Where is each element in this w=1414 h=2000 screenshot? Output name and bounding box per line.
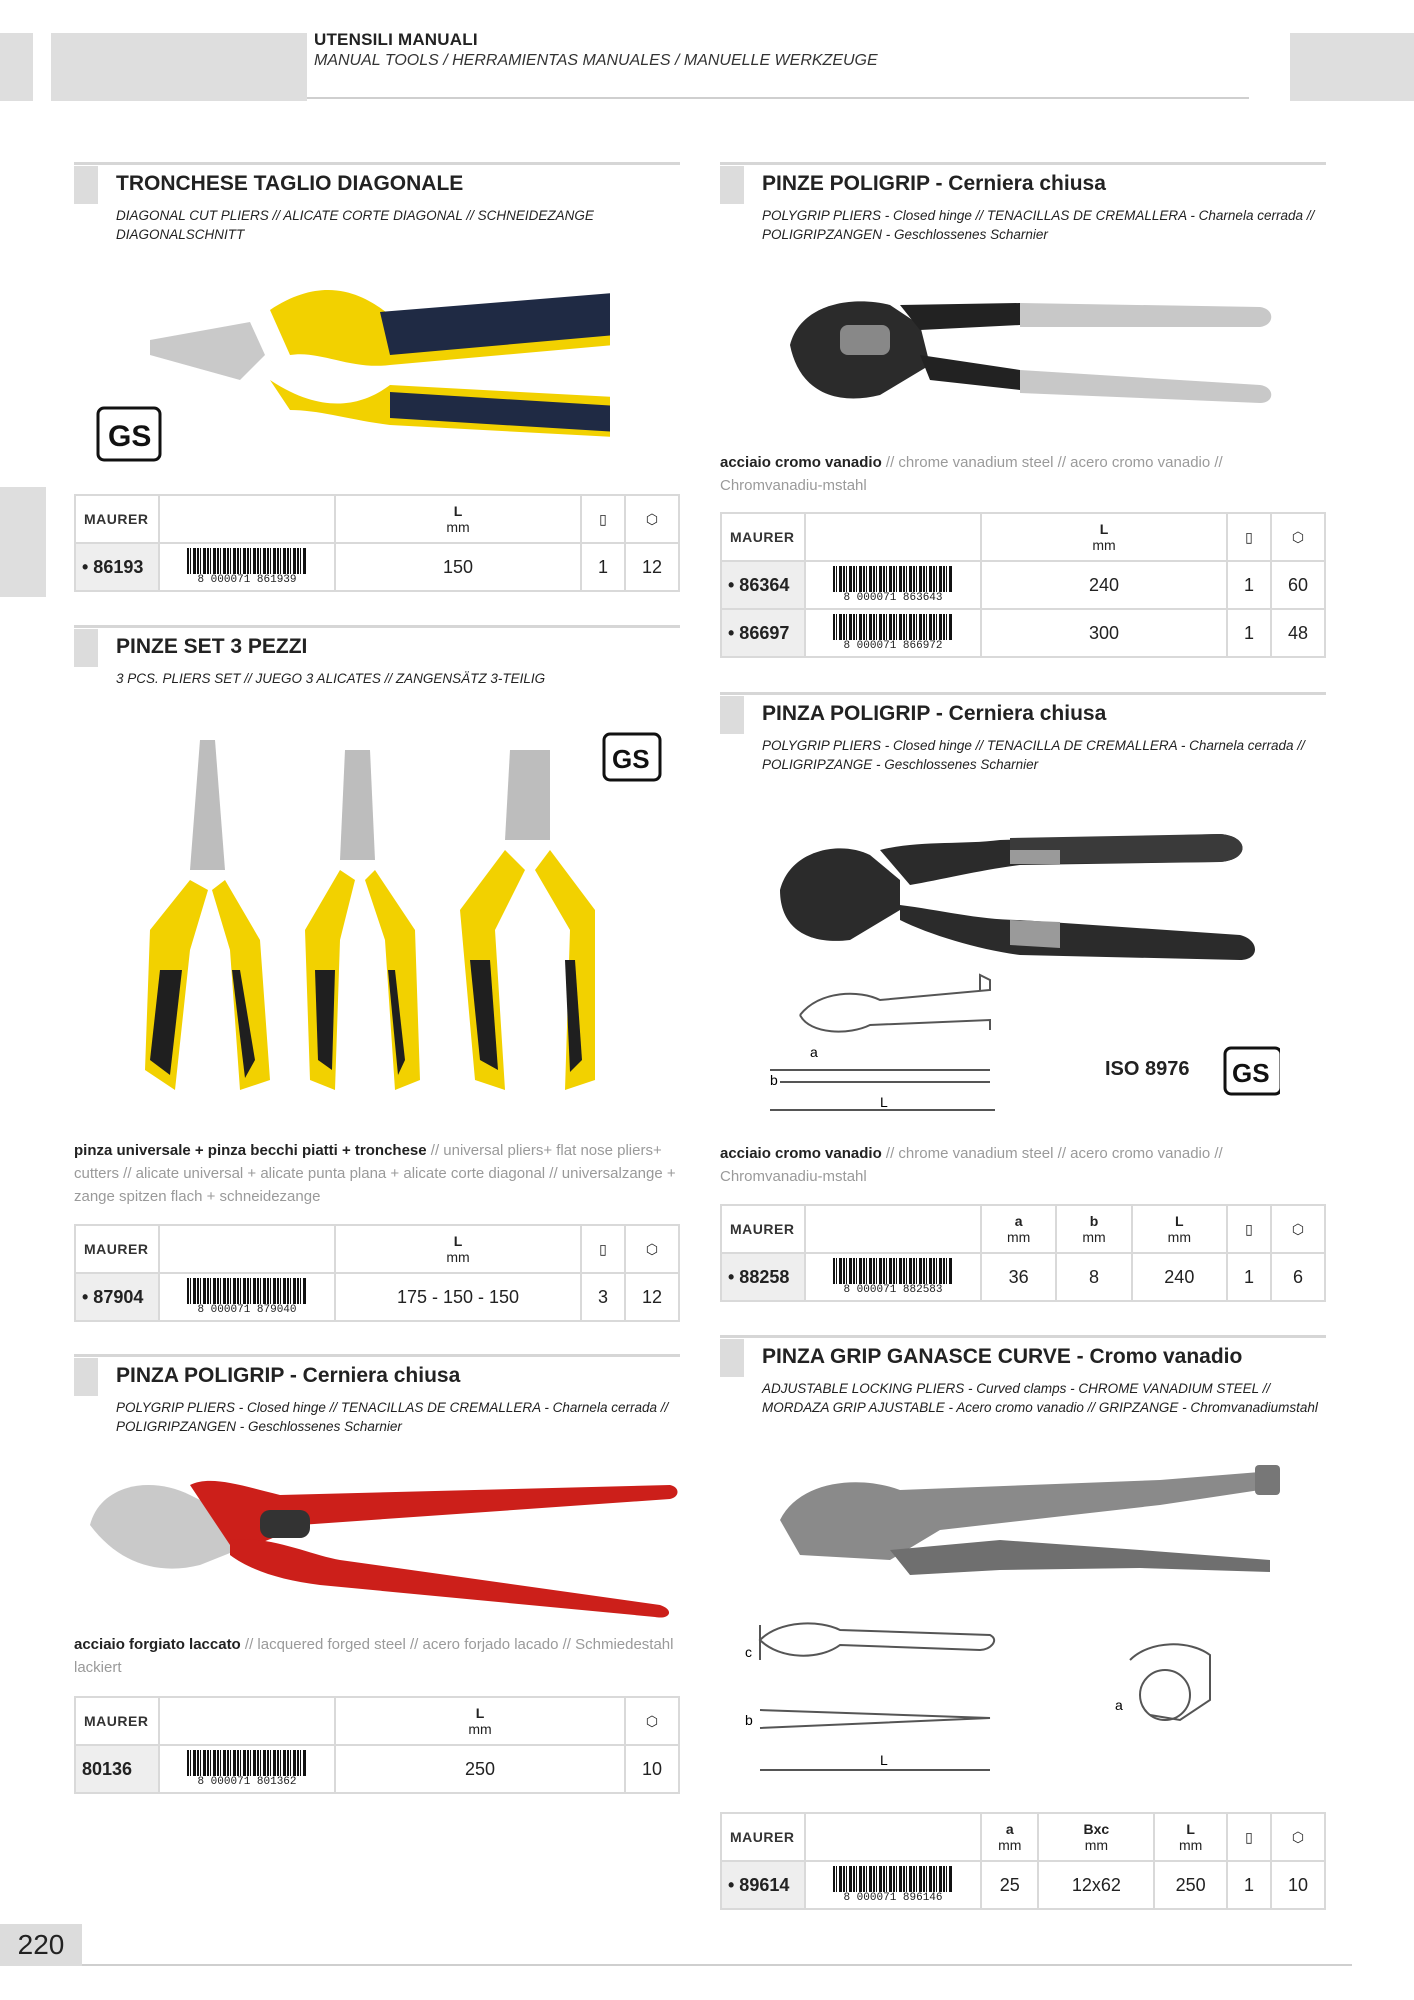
product-section xyxy=(74,1354,680,1444)
product-title: PINZA POLIGRIP - Cerniera chiusa xyxy=(762,702,1107,725)
svg-text:L: L xyxy=(880,1752,888,1768)
table-row xyxy=(721,1253,1325,1301)
col-unit: mm xyxy=(446,1249,470,1265)
col-l: L xyxy=(453,1233,463,1249)
col-a: a xyxy=(1005,1821,1014,1837)
iso-label: ISO 8976 xyxy=(1105,1058,1190,1080)
product-table: MAURER a mm b mm L mm ▯ ⬡ • 88258 8 000071 882583 36 8 240 1 6 xyxy=(720,1204,1326,1302)
svg-text:GS: GS xyxy=(612,744,650,774)
table-row xyxy=(721,1861,1325,1909)
brand-logo: MAURER xyxy=(75,1225,159,1273)
product-table xyxy=(74,1696,680,1794)
product-table xyxy=(74,1224,680,1322)
gs-icon xyxy=(98,408,160,460)
length-value: 240 xyxy=(981,561,1227,609)
length-value: 150 xyxy=(335,543,581,591)
product-section xyxy=(720,692,1326,782)
table-row xyxy=(721,609,1325,657)
material-note: pinza universale + pinza becchi piatti + tronchese // universal pliers+ flat nose pliers+ cutters // alicate universal + alicate punta plana + alicate corte diagonal // universalzange + zange spitzen flach + schneidezange xyxy=(74,1142,676,1205)
brand-logo: MAURER xyxy=(721,513,805,561)
svg-text:b: b xyxy=(770,1072,778,1088)
col-unit: mm xyxy=(468,1721,492,1737)
barcode: 8 000071 896146 xyxy=(806,1866,980,1904)
svg-text:GS: GS xyxy=(108,420,152,453)
product-description: POLYGRIP PLIERS - Closed hinge // TENACILLA DE CREMALLERA - Charnela cerrada // POLIGRIPZANGE - Geschlossenes Scharnier xyxy=(762,738,1305,772)
svg-text:GS: GS xyxy=(1232,1058,1270,1088)
table-row xyxy=(75,543,679,591)
pack-value: 1 xyxy=(1227,609,1271,657)
product-code: • 87904 xyxy=(75,1273,159,1321)
gs-icon xyxy=(1225,1048,1280,1094)
brand-logo: MAURER xyxy=(721,1205,805,1253)
product-code: • 89614 xyxy=(721,1861,805,1909)
col-a: a xyxy=(1014,1213,1023,1229)
product-code: • 86364 xyxy=(721,561,805,609)
product-description: 3 PCS. PLIERS SET // JUEGO 3 ALICATES // ZANGENSÄTZ 3-TEILIG xyxy=(116,671,546,686)
svg-text:b: b xyxy=(745,1712,753,1728)
box-value: 10 xyxy=(625,1745,679,1793)
polygrip-image xyxy=(760,820,1280,1130)
table-row xyxy=(721,561,1325,609)
brand-logo: MAURER xyxy=(75,495,159,543)
box-value: 12 xyxy=(625,1273,679,1321)
barcode: 8 000071 801362 xyxy=(160,1750,334,1788)
svg-text:L: L xyxy=(880,1094,888,1110)
b-value: 8 xyxy=(1056,1253,1131,1301)
gs-icon xyxy=(604,734,660,780)
pack-icon: ▯ xyxy=(1227,1813,1271,1861)
pack-value: 1 xyxy=(1227,1861,1271,1909)
product-section xyxy=(74,625,680,705)
pack-icon: ▯ xyxy=(1227,1205,1271,1253)
product-table xyxy=(720,512,1326,658)
product-code: • 88258 xyxy=(721,1253,805,1301)
length-value: 240 xyxy=(1132,1253,1227,1301)
box-icon: ⬡ xyxy=(1271,513,1325,561)
pack-value: 3 xyxy=(581,1273,625,1321)
product-code: • 86193 xyxy=(75,543,159,591)
product-code: 80136 xyxy=(75,1745,159,1793)
length-value: 300 xyxy=(981,609,1227,657)
box-value: 6 xyxy=(1271,1253,1325,1301)
product-title: PINZA POLIGRIP - Cerniera chiusa xyxy=(116,1364,461,1387)
box-value: 60 xyxy=(1271,561,1325,609)
box-icon: ⬡ xyxy=(1271,1205,1325,1253)
pack-icon: ▯ xyxy=(581,495,625,543)
polygrip-image xyxy=(780,285,1280,415)
header-title: UTENSILI MANUALI xyxy=(314,30,478,49)
locking-pliers-image xyxy=(740,1460,1300,1790)
footer-rule xyxy=(82,1964,1352,1966)
col-l: L xyxy=(1099,521,1109,537)
col-unit: mm xyxy=(446,519,470,535)
a-value: 25 xyxy=(981,1861,1038,1909)
brand-logo: MAURER xyxy=(75,1697,159,1745)
material-note: acciaio cromo vanadio // chrome vanadium steel // acero cromo vanadio // Chromvanadiu-mstahl xyxy=(720,454,1223,494)
barcode: 8 000071 861939 xyxy=(160,548,334,586)
length-value: 250 xyxy=(335,1745,625,1793)
pack-icon: ▯ xyxy=(1227,513,1271,561)
svg-text:c: c xyxy=(745,1644,752,1660)
material-note: acciaio cromo vanadio // chrome vanadium steel // acero cromo vanadio // Chromvanadiu-mstahl xyxy=(720,1145,1223,1185)
table-row xyxy=(75,1273,679,1321)
product-section xyxy=(74,162,680,252)
pack-value: 1 xyxy=(1227,1253,1271,1301)
bxc-value: 12x62 xyxy=(1038,1861,1154,1909)
box-icon: ⬡ xyxy=(625,495,679,543)
pliers-set-image xyxy=(120,730,680,1110)
col-l: L xyxy=(1186,1821,1195,1837)
box-value: 48 xyxy=(1271,609,1325,657)
header-rule xyxy=(307,97,1249,99)
product-title: TRONCHESE TAGLIO DIAGONALE xyxy=(116,172,464,195)
header-left-tab xyxy=(0,33,33,101)
product-title: PINZE SET 3 PEZZI xyxy=(116,635,308,658)
col-l: L xyxy=(453,503,463,519)
red-polygrip-image xyxy=(80,1455,680,1625)
barcode: 8 000071 882583 xyxy=(806,1258,980,1296)
barcode: 8 000071 866972 xyxy=(806,614,980,652)
svg-text:a: a xyxy=(1115,1697,1123,1713)
table-row xyxy=(75,1745,679,1793)
product-title: PINZE POLIGRIP - Cerniera chiusa xyxy=(762,172,1106,195)
length-value: 250 xyxy=(1154,1861,1227,1909)
box-icon: ⬡ xyxy=(1271,1813,1325,1861)
product-section xyxy=(720,1335,1326,1425)
product-description: POLYGRIP PLIERS - Closed hinge // TENACILLAS DE CREMALLERA - Charnela cerrada // POLIGRIPZANGEN - Geschlossenes Scharnier xyxy=(762,208,1315,242)
box-value: 12 xyxy=(625,543,679,591)
col-bxc: Bxc xyxy=(1083,1821,1110,1837)
col-l: L xyxy=(475,1705,485,1721)
product-table xyxy=(74,494,680,592)
product-section xyxy=(720,162,1326,252)
product-table: MAURER a mm Bxc mm L mm ▯ ⬡ • 89614 8 000071 896146 25 12x62 250 1 10 xyxy=(720,1812,1326,1910)
diagonal-cutter-image xyxy=(90,260,610,470)
header-subtitle: MANUAL TOOLS / HERRAMIENTAS MANUALES / MANUELLE WERKZEUGE xyxy=(314,52,878,69)
box-value: 10 xyxy=(1271,1861,1325,1909)
box-icon: ⬡ xyxy=(625,1697,679,1745)
col-b: b xyxy=(1089,1213,1099,1229)
svg-text:a: a xyxy=(810,1044,818,1060)
col-l: L xyxy=(1175,1213,1184,1229)
material-note: acciaio forgiato laccato // lacquered forged steel // acero forjado lacado // Schmiedestahl lackiert xyxy=(74,1636,674,1676)
barcode: 8 000071 863643 xyxy=(806,566,980,604)
header-bar xyxy=(51,33,307,101)
product-code: • 86697 xyxy=(721,609,805,657)
product-description: POLYGRIP PLIERS - Closed hinge // TENACILLAS DE CREMALLERA - Charnela cerrada // POLIGRIPZANGEN - Geschlossenes Scharnier xyxy=(116,1400,669,1434)
length-value: 175 - 150 - 150 xyxy=(335,1273,581,1321)
side-tab xyxy=(0,487,46,597)
col-unit: mm xyxy=(1092,537,1116,553)
pack-value: 1 xyxy=(1227,561,1271,609)
product-description: DIAGONAL CUT PLIERS // ALICATE CORTE DIAGONAL // SCHNEIDEZANGE DIAGONALSCHNITT xyxy=(116,208,594,242)
header-right-tab xyxy=(1290,33,1414,101)
pack-icon: ▯ xyxy=(581,1225,625,1273)
brand-logo: MAURER xyxy=(721,1813,805,1861)
barcode: 8 000071 879040 xyxy=(160,1278,334,1316)
box-icon: ⬡ xyxy=(625,1225,679,1273)
pack-value: 1 xyxy=(581,543,625,591)
a-value: 36 xyxy=(981,1253,1056,1301)
product-title: PINZA GRIP GANASCE CURVE - Cromo vanadio xyxy=(762,1345,1243,1368)
product-description: ADJUSTABLE LOCKING PLIERS - Curved clamps - CHROME VANADIUM STEEL // MORDAZA GRIP AJUSTABLE - Acero cromo vanadio // GRIPZANGE - Chromvanadiumstahl xyxy=(762,1381,1318,1415)
page-number: 220 xyxy=(0,1924,82,1966)
